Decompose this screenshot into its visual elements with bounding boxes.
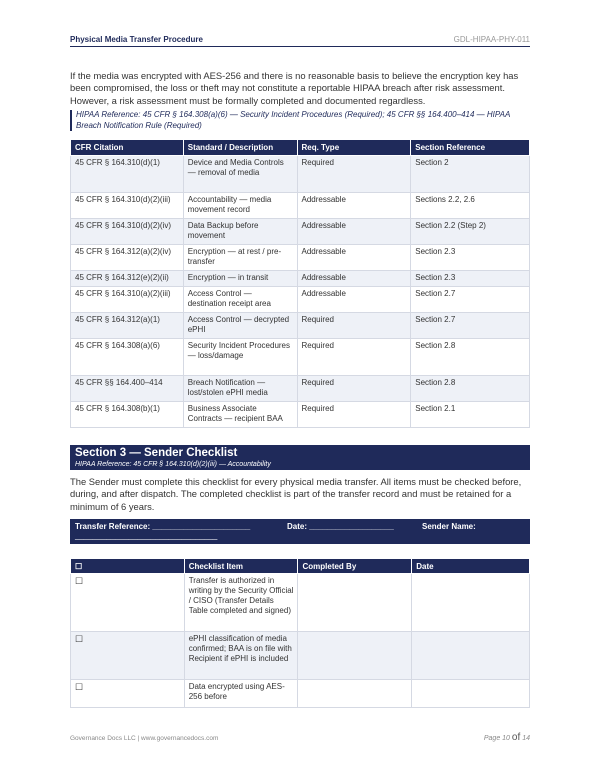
table-cell: Required bbox=[297, 156, 411, 193]
completed-by-cell[interactable] bbox=[298, 632, 412, 680]
table-cell: Required bbox=[297, 339, 411, 376]
sender-name-field[interactable]: Sender Name: bbox=[422, 522, 476, 531]
table-cell: Section 2 bbox=[411, 156, 530, 193]
table-cell: Section 2.8 bbox=[411, 376, 530, 402]
sender-name-line[interactable]: ________________________________ bbox=[75, 531, 218, 540]
table-header-row bbox=[71, 140, 530, 156]
table-cell: Device and Media Controls — removal of media bbox=[183, 156, 297, 193]
date-field[interactable]: Date: ___________________ bbox=[287, 522, 394, 531]
checklist-row bbox=[71, 680, 530, 708]
table-row bbox=[71, 245, 530, 271]
checklist-item: Data encrypted using AES-256 before bbox=[184, 680, 298, 708]
table-cell: Section 2.1 bbox=[411, 402, 530, 428]
table-cell: 45 CFR § 164.312(e)(2)(ii) bbox=[71, 271, 184, 287]
checklist-item: ePHI classification of media confirmed; BAA is on file with Recipient if ePHI is included bbox=[184, 632, 298, 680]
table-cell: 45 CFR § 164.310(d)(1) bbox=[71, 156, 184, 193]
transfer-reference-field[interactable]: Transfer Reference: ______________________ bbox=[75, 522, 251, 531]
document-title: Physical Media Transfer Procedure bbox=[70, 35, 203, 44]
table-cell: Section 2.8 bbox=[411, 339, 530, 376]
table-row bbox=[71, 219, 530, 245]
table-row bbox=[71, 339, 530, 376]
section-3-paragraph: The Sender must complete this checklist for every physical media transfer. All items must be checked before, during, and after dispatch. The completed checklist is part of the transfer record and must be retained for a minimum of 6 years. bbox=[70, 476, 522, 512]
table-cell: 45 CFR § 164.310(d)(2)(iii) bbox=[71, 193, 184, 219]
transfer-reference-bar bbox=[70, 519, 530, 544]
table-cell: 45 CFR § 164.308(a)(6) bbox=[71, 339, 184, 376]
intro-paragraph: If the media was encrypted with AES-256 and there is no reasonable basis to believe the encryption key has been compromised, the loss or theft may not constitute a reportable HIPAA breach after risk assessment. However, a risk assessment must be formally completed and documented regardless. bbox=[70, 70, 519, 106]
hipaa-reference-note: HIPAA Reference: 45 CFR § 164.308(a)(6) — Security Incident Procedures (Required); 45 CFR §§ 164.400–414 — HIPAA Breach Notification Rule (Required) bbox=[70, 110, 530, 131]
date-cell[interactable] bbox=[412, 680, 530, 708]
table-cell: Access Control — decrypted ePHI bbox=[183, 313, 297, 339]
page-total: 14 bbox=[522, 735, 530, 742]
table-cell: Accountability — media movement record bbox=[183, 193, 297, 219]
table-cell: Required bbox=[297, 402, 411, 428]
checklist-row bbox=[71, 632, 530, 680]
checklist-item: Transfer is authorized in writing by the Security Official / CISO (Transfer Details Table completed and signed) bbox=[184, 574, 298, 632]
table-cell: Addressable bbox=[297, 193, 411, 219]
table-cell: 45 CFR § 164.312(a)(2)(iv) bbox=[71, 245, 184, 271]
date-cell[interactable] bbox=[412, 574, 530, 632]
table-cell: Access Control — destination receipt area bbox=[183, 287, 297, 313]
table-row bbox=[71, 271, 530, 287]
table-cell: 45 CFR §§ 164.400–414 bbox=[71, 376, 184, 402]
footer-company: Governance Docs LLC | www.governancedocs.com bbox=[70, 735, 219, 742]
table-cell: Data Backup before movement bbox=[183, 219, 297, 245]
table-cell: Breach Notification — lost/stolen ePHI media bbox=[183, 376, 297, 402]
table-row bbox=[71, 193, 530, 219]
column-header: Date bbox=[412, 559, 530, 574]
table-row bbox=[71, 156, 530, 193]
table-cell: Section 2.3 bbox=[411, 271, 530, 287]
table-cell: Addressable bbox=[297, 245, 411, 271]
table-cell: 45 CFR § 164.310(d)(2)(iv) bbox=[71, 219, 184, 245]
column-header: Req. Type bbox=[297, 140, 411, 156]
table-cell: Required bbox=[297, 313, 411, 339]
table-row bbox=[71, 287, 530, 313]
checkbox-header: ☐ bbox=[71, 559, 185, 574]
column-header: Standard / Description bbox=[183, 140, 297, 156]
table-cell: Required bbox=[297, 376, 411, 402]
page-of: of bbox=[511, 732, 521, 743]
table-cell: 45 CFR § 164.312(a)(1) bbox=[71, 313, 184, 339]
page-current: Page 10 bbox=[483, 735, 510, 742]
completed-by-cell[interactable] bbox=[298, 574, 412, 632]
cfr-citation-table bbox=[70, 139, 530, 428]
table-cell: Section 2.7 bbox=[411, 287, 530, 313]
date-cell[interactable] bbox=[412, 632, 530, 680]
sender-checklist-table bbox=[70, 558, 530, 708]
table-cell: Section 2.3 bbox=[411, 245, 530, 271]
table-cell: Section 2.7 bbox=[411, 313, 530, 339]
table-cell: Addressable bbox=[297, 287, 411, 313]
table-row bbox=[71, 402, 530, 428]
table-cell: Encryption — in transit bbox=[183, 271, 297, 287]
table-cell: Section 2.2 (Step 2) bbox=[411, 219, 530, 245]
column-header: Section Reference bbox=[411, 140, 530, 156]
checkbox[interactable]: ☐ bbox=[71, 574, 185, 632]
column-header: Completed By bbox=[298, 559, 412, 574]
table-header-row bbox=[71, 559, 530, 574]
table-cell: Addressable bbox=[297, 271, 411, 287]
table-cell: Sections 2.2, 2.6 bbox=[411, 193, 530, 219]
table-cell: Addressable bbox=[297, 219, 411, 245]
checkbox[interactable]: ☐ bbox=[71, 680, 185, 708]
section-title: Section 3 — Sender Checklist bbox=[75, 447, 238, 459]
table-cell: 45 CFR § 164.310(a)(2)(iii) bbox=[71, 287, 184, 313]
column-header: Checklist Item bbox=[184, 559, 298, 574]
checkbox[interactable]: ☐ bbox=[71, 632, 185, 680]
table-row bbox=[71, 376, 530, 402]
table-cell: Business Associate Contracts — recipient BAA bbox=[183, 402, 297, 428]
table-cell: Encryption — at rest / pre-transfer bbox=[183, 245, 297, 271]
table-cell: 45 CFR § 164.308(b)(1) bbox=[71, 402, 184, 428]
table-row bbox=[71, 313, 530, 339]
document-code: GDL-HIPAA-PHY-011 bbox=[453, 35, 530, 44]
column-header: CFR Citation bbox=[71, 140, 184, 156]
section-reference: HIPAA Reference: 45 CFR § 164.310(d)(2)(iii) — Accountability bbox=[75, 461, 271, 468]
table-cell: Security Incident Procedures — loss/damage bbox=[183, 339, 297, 376]
completed-by-cell[interactable] bbox=[298, 680, 412, 708]
page-footer bbox=[70, 732, 530, 743]
checklist-row bbox=[71, 574, 530, 632]
section-3-banner bbox=[70, 445, 530, 470]
page-header bbox=[70, 34, 530, 47]
page-number bbox=[484, 732, 530, 743]
